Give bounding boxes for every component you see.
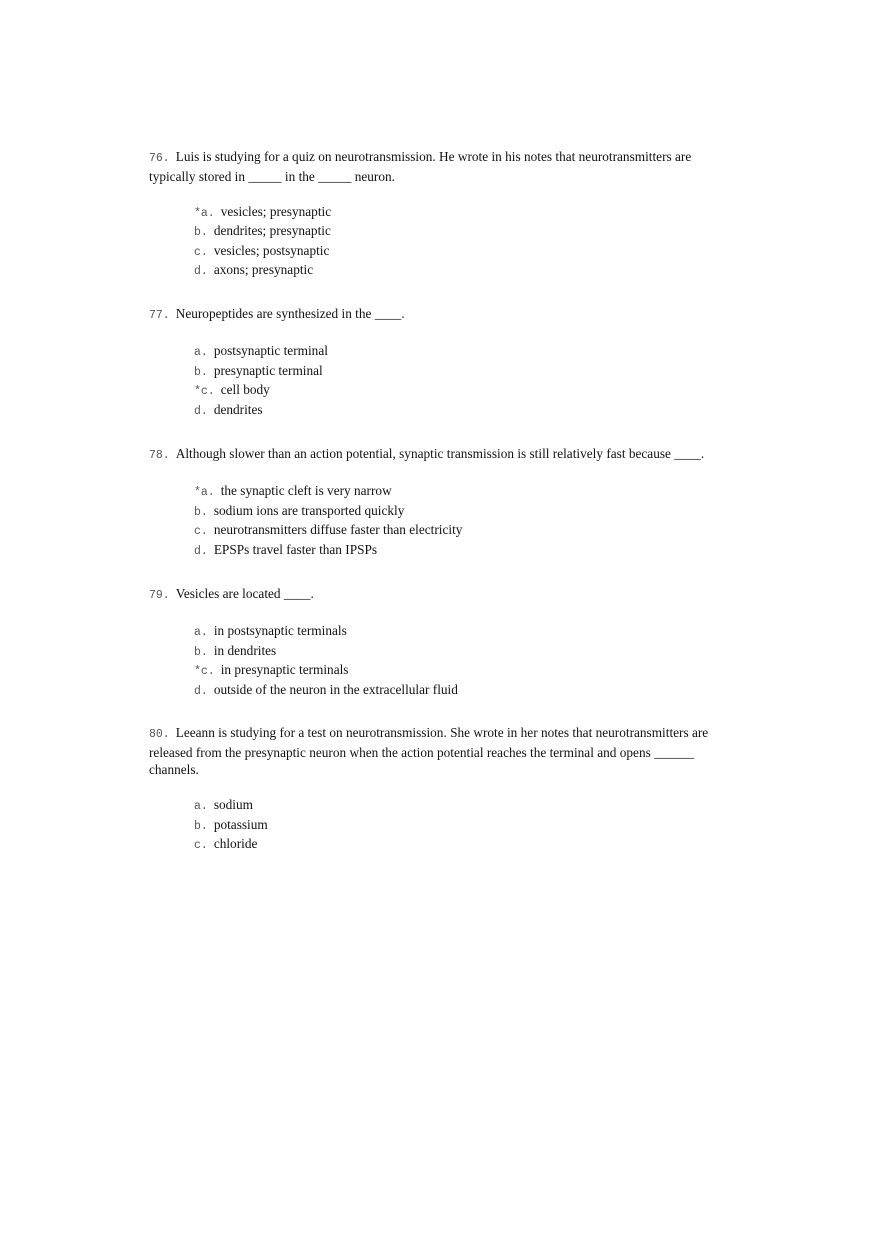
question-stem [149, 445, 739, 465]
option-text: in presynaptic terminals [220, 662, 349, 677]
answer-option [194, 816, 739, 836]
question-block [149, 445, 739, 560]
question-block [149, 305, 739, 420]
option-text: sodium ions are transported quickly [213, 502, 405, 518]
option-text: potassium [213, 816, 268, 832]
option-label: a. [194, 626, 208, 639]
question-number: 78. [149, 449, 170, 462]
answer-option [194, 203, 739, 223]
question-block [149, 148, 739, 281]
option-text: axons; presynaptic [213, 262, 314, 277]
answer-option [194, 502, 739, 522]
answer-option [194, 261, 739, 281]
answer-option [194, 681, 739, 701]
option-text: in postsynaptic terminals [213, 623, 347, 638]
option-label: *a. [194, 486, 215, 499]
option-text: chloride [213, 836, 258, 851]
question-number: 76. [149, 152, 170, 165]
option-text: dendrites [213, 401, 263, 417]
answer-option [194, 661, 739, 681]
question-block [149, 724, 739, 855]
question-number: 80. [149, 728, 170, 741]
option-text: vesicles; presynaptic [220, 203, 332, 219]
question-stem [149, 724, 739, 779]
option-label: c. [194, 245, 208, 259]
question-stem [149, 148, 739, 185]
option-text: neurotransmitters diffuse faster than electricity [213, 522, 463, 537]
answer-options [194, 622, 739, 700]
option-label: d. [194, 544, 208, 558]
answer-options [194, 796, 739, 855]
option-label: c. [194, 525, 208, 538]
question-text: Luis is studying for a quiz on neurotransmission. He wrote in his notes that neurotransmitters are typically stored in _____ in the _____ neuron. [149, 149, 692, 184]
option-label: b. [194, 505, 208, 519]
answer-options [194, 482, 739, 560]
answer-option [194, 521, 739, 541]
answer-option [194, 642, 739, 662]
answer-option [194, 242, 739, 262]
option-label: d. [194, 404, 208, 418]
answer-options [194, 203, 739, 281]
option-label: *a. [194, 206, 215, 220]
answer-option [194, 541, 739, 561]
answer-options [194, 342, 739, 420]
answer-option [194, 342, 739, 362]
option-label: b. [194, 819, 208, 833]
question-stem [149, 305, 739, 325]
option-label: b. [194, 226, 208, 239]
answer-option [194, 362, 739, 382]
answer-option [194, 796, 739, 816]
option-label: d. [194, 684, 208, 698]
option-text: outside of the neuron in the extracellular fluid [213, 681, 458, 697]
option-text: postsynaptic terminal [213, 343, 328, 358]
answer-option [194, 222, 739, 242]
option-text: in dendrites [213, 642, 277, 658]
question-text: Leeann is studying for a test on neurotransmission. She wrote in her notes that neurotransmitters are released from the presynaptic neuron when the action potential reaches the terminal and opens ______ channels. [149, 725, 709, 777]
answer-option [194, 381, 739, 401]
option-text: EPSPs travel faster than IPSPs [213, 541, 378, 557]
answer-option [194, 482, 739, 502]
option-label: a. [194, 346, 208, 359]
question-text: Although slower than an action potential, synaptic transmission is still relatively fast because ____. [175, 446, 705, 461]
question-stem [149, 585, 739, 605]
option-label: *c. [194, 665, 215, 678]
option-text: the synaptic cleft is very narrow [220, 483, 392, 498]
option-label: d. [194, 265, 208, 278]
answer-option [194, 622, 739, 642]
question-number: 79. [149, 589, 170, 602]
answer-option [194, 401, 739, 421]
question-text: Neuropeptides are synthesized in the ____. [175, 306, 405, 321]
option-text: dendrites; presynaptic [213, 223, 331, 238]
option-label: *c. [194, 385, 215, 398]
option-label: b. [194, 365, 208, 379]
option-label: a. [194, 800, 208, 813]
option-text: vesicles; postsynaptic [213, 242, 330, 258]
question-text: Vesicles are located ____. [175, 586, 314, 601]
option-label: c. [194, 839, 208, 852]
question-block [149, 585, 739, 700]
option-label: b. [194, 645, 208, 659]
answer-option [194, 835, 739, 855]
question-number: 77. [149, 309, 170, 322]
option-text: presynaptic terminal [213, 362, 323, 378]
option-text: sodium [213, 797, 253, 812]
option-text: cell body [220, 382, 270, 397]
